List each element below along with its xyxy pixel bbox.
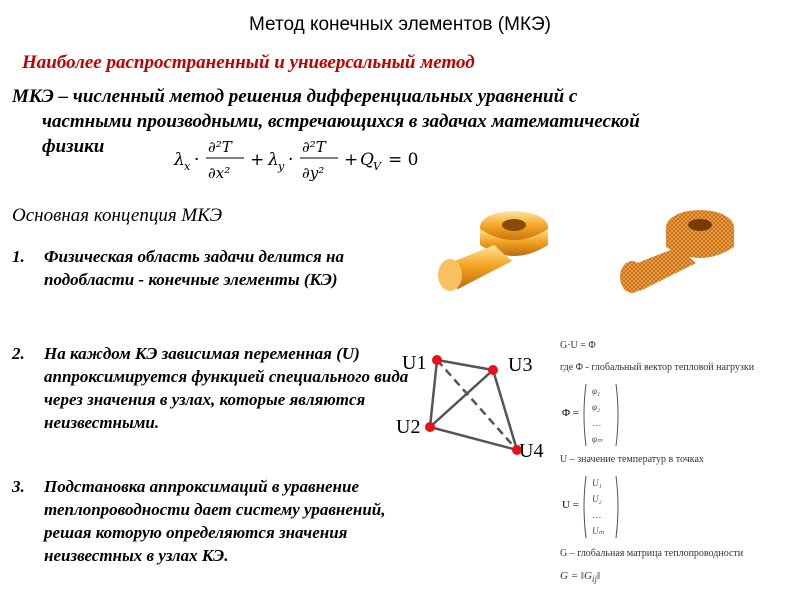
svg-text:Φ =: Φ = — [562, 407, 579, 419]
heat-equation-formula — [172, 132, 432, 188]
node-u3 — [488, 365, 498, 375]
svg-text:+: + — [250, 150, 265, 170]
slide-subtitle: Наиболее распространенный и универсальный метод — [22, 52, 475, 73]
node-label-u2: U2 — [396, 416, 421, 438]
step-item-2 — [12, 342, 427, 434]
svg-text:U =: U = — [562, 499, 579, 511]
svg-text:·: · — [288, 150, 294, 170]
node-label-u3: U3 — [508, 354, 533, 376]
svg-text:λ: λ — [268, 150, 279, 170]
svg-text:φₘ: φₘ — [592, 434, 603, 444]
svg-text:φ₁: φ₁ — [592, 386, 601, 396]
svg-text:Q: Q — [360, 150, 374, 170]
svg-text:·: · — [194, 150, 200, 170]
node-label-u4: U4 — [519, 440, 544, 462]
step-number: 3. — [12, 477, 25, 496]
part-meshed-image — [620, 210, 734, 293]
g-description: G – глобальная матрица теплопроводности — [560, 548, 744, 559]
step-number: 1. — [12, 247, 25, 266]
svg-text:…: … — [593, 510, 602, 520]
svg-text:φ₂: φ₂ — [592, 402, 601, 412]
svg-text:∂²T: ∂²T — [208, 138, 232, 156]
matrix-notes-panel — [560, 340, 800, 600]
step-item-1 — [12, 245, 424, 291]
part-models-figure — [432, 205, 800, 305]
svg-text:= 0: = 0 — [388, 150, 419, 170]
u-vector-figure — [560, 472, 640, 542]
svg-text:+: + — [344, 150, 359, 170]
svg-text:V: V — [373, 160, 381, 173]
g-equation-subscript: ij — [591, 574, 597, 585]
step-text: На каждом КЭ зависимая переменная (U) аппроксимируется функцией специального вида через значения в узлах, которые являются неизвестными. — [44, 344, 409, 432]
definition-line-1: МКЭ – численный метод решения дифференциальных уравнений с — [12, 86, 578, 107]
definition-line-2: частными производными, встречающихся в задачах математической — [42, 111, 640, 132]
step-item-3 — [12, 475, 424, 567]
svg-text:…: … — [593, 418, 602, 428]
svg-text:∂y²: ∂y² — [302, 164, 325, 182]
step-text: Физическая область задачи делится на подобласти - конечные элементы (КЭ) — [44, 247, 344, 289]
node-label-u1: U1 — [402, 352, 427, 374]
svg-text:U₂: U₂ — [592, 494, 602, 504]
g-equation-text: G = ‖G — [560, 570, 592, 582]
node-u1 — [432, 355, 442, 365]
u-description: U – значение температур в точках — [560, 454, 704, 465]
svg-text:x: x — [184, 160, 191, 173]
svg-text:∂x²: ∂x² — [208, 164, 231, 182]
part-solid-image — [438, 211, 548, 291]
phi-description: где Φ - глобальный вектор тепловой нагрузки — [560, 362, 755, 373]
svg-text:U₁: U₁ — [592, 478, 602, 488]
svg-text:∂²T: ∂²T — [302, 138, 326, 156]
phi-vector-figure — [560, 380, 640, 450]
step-number: 2. — [12, 344, 25, 363]
svg-text:Uₘ: Uₘ — [592, 526, 605, 536]
svg-text:λ: λ — [174, 150, 185, 170]
step-text: Подстановка аппроксимаций в уравнение теплопроводности дает систему уравнений, решая которую определяются значения неизвестных в узлах КЭ. — [44, 477, 386, 565]
eq-gu-phi: G·U = Φ — [560, 340, 596, 351]
concept-heading: Основная концепция МКЭ — [12, 205, 223, 226]
svg-text:y: y — [278, 160, 285, 173]
definition-line-3: физики — [42, 136, 105, 157]
slide-title: Метод конечных элементов (МКЭ) — [248, 14, 551, 35]
g-equation: $G = ‖G_{ij}‖$ — [560, 570, 601, 585]
node-u2 — [425, 422, 435, 432]
